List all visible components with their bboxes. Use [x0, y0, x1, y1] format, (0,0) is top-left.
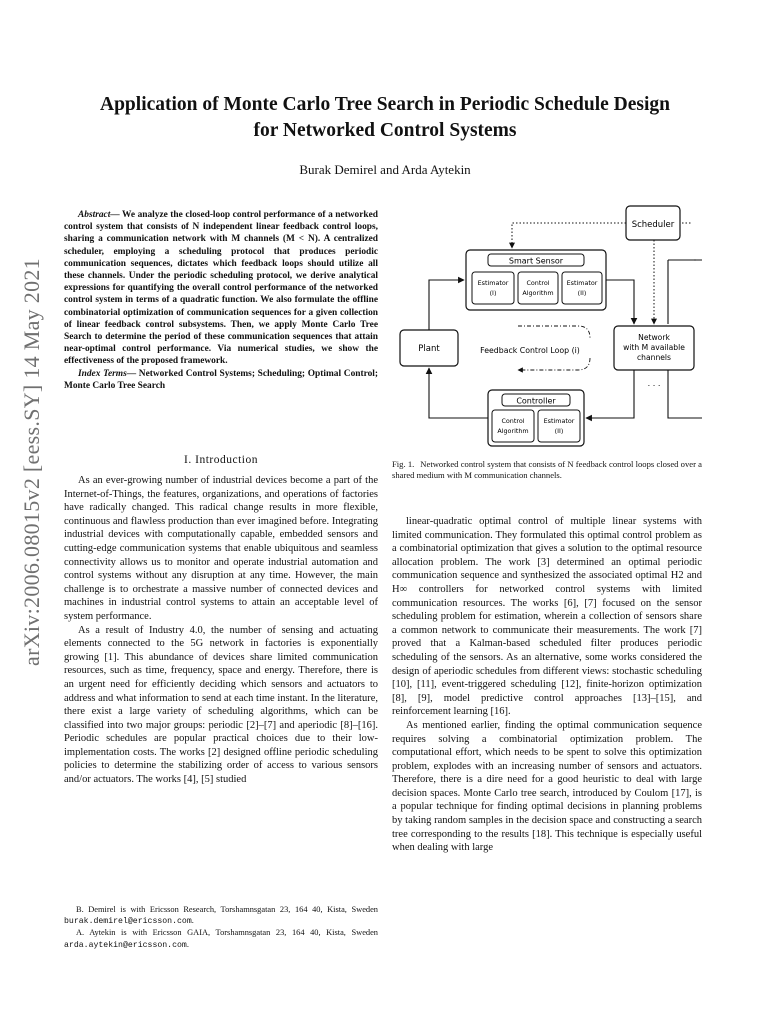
arxiv-stamp-text: arXiv:2006.08015v2 [eess.SY] 14 May 2021 — [19, 258, 44, 666]
right-paragraph-1: linear-quadratic optimal control of multiple linear systems with limited communication. They formulated this optimal control problem as a combinatorial optimization that gives a solution to the optimal resource allocation problem. The work [3] determined an optimal periodic communication sequence and synthesized the associated optimal H2 and H∞ controllers for networked control systems with limited communication resources. The works [6], [7] focused on the sensor scheduling problem for estimation, wherein a collection of sensors share a common network to communicate their measurements. The work [7] proved that a Kalman-based scheduled filter produces periodic scheduling of the sensors. As an alternative, some works considered the design of aperiodic schedules from different views: stochastic scheduling [10], [11], event-triggered scheduling [12], finite-horizon optimization [8], [9], model predictive control approaches [13]–[15], and reinforcement learning [16]. — [392, 516, 702, 718]
title-line-2: for Networked Control Systems — [253, 120, 517, 141]
scheduler-block — [626, 206, 680, 240]
plant-label: Plant — [418, 344, 440, 354]
estimator-1-label-l2: (I) — [489, 289, 497, 297]
figure-1-caption — [392, 459, 702, 482]
control-algorithm-2-l1: Control — [501, 417, 525, 425]
arxiv-stamp — [0, 0, 64, 1024]
network-label-l1: Network — [638, 333, 670, 342]
title-line-1: Application of Monte Carlo Tree Search in Periodic Schedule Design — [100, 94, 670, 115]
introduction-text — [64, 474, 378, 787]
figure-caption-label: Fig. 1. — [392, 459, 415, 469]
estimator-2-label-l2: (II) — [577, 289, 587, 297]
footnote-2-email[interactable]: arda.aytekin@ericsson.com — [64, 940, 187, 950]
feedback-loop-label: Feedback Control Loop (i) — [480, 346, 580, 355]
abstract-block — [64, 209, 378, 392]
intro-paragraph-1: As an ever-growing number of industrial devices become a part of the Internet-of-Things, the features, organizations, and operations of factories have radically changed. This radical change results in more flexible, continuous and flawless production than ever imagined before. Integrating industrial devices with computationally capable, embedded sensors and cutting-edge communication systems that enable ubiquitous and seamless connectivity allows us to monitor and operate industrial automation and control systems without any disruption at any time. However, the main challenge is to orchestrate a massive number of connected devices and machines in industrial control systems to attain an acceptable level of system performance. — [64, 475, 378, 622]
index-terms-text: — Networked Control Systems; Scheduling; Optimal Control; Monte Carlo Tree Search — [64, 368, 378, 391]
network-label-l2: with M available — [623, 343, 685, 352]
smart-sensor-label: Smart Sensor — [508, 256, 564, 266]
network-label-l3: channels — [636, 353, 672, 362]
footnote-1-end: . — [191, 916, 194, 926]
paper-title — [70, 92, 700, 144]
control-algorithm-2-l2: Algorithm — [497, 427, 529, 435]
abstract-label: Abstract — [78, 210, 111, 220]
abstract-text: — We analyze the closed-loop control performance of a networked control system that consists of N independent linear feedback control loops, sharing a communication network with M channels (M < N). A centralized scheduler, employing a scheduling protocol that produces periodic communication sequences, dictates which feedback loops should utilize all these channels. Under the periodic scheduling protocol, we derive analytical expressions for quantifying the overall control performance of the networked control system in terms of a quadratic function. We also formulate the offline combinatorial optimization of communication sequences for a given collection of linear feedback control subsystems. Then, we apply Monte Carlo Tree Search to determine the period of these communication sequences that attain near-optimal control performance. Via numerical studies, we show the effectiveness of the proposed framework. — [64, 210, 378, 367]
footnote-2-end: . — [186, 939, 189, 949]
more-channels-dots: . . . — [647, 379, 661, 388]
footnote-1 — [64, 904, 378, 927]
footnotes — [64, 904, 378, 951]
controller-block — [488, 390, 584, 446]
footnote-1-text: B. Demirel is with Ericsson Research, Torshamnsgatan 23, 164 40, Kista, Sweden — [76, 905, 378, 914]
footnote-2 — [64, 927, 378, 950]
control-algorithm-1-l2: Algorithm — [522, 289, 554, 297]
authors: Burak Demirel and Arda Aytekin — [299, 162, 471, 177]
index-terms — [64, 368, 378, 392]
figure-caption-text: Networked control system that consists of N feedback control loops closed over a shared medium with M communication channels. — [392, 459, 702, 481]
estimator-2-label-l1: Estimator — [566, 279, 598, 287]
index-terms-label: Index Terms — [78, 368, 127, 379]
abstract — [64, 209, 378, 368]
estimator-3-label-l2: (II) — [554, 427, 564, 435]
scheduler-label: Scheduler — [631, 220, 675, 230]
control-algorithm-1-l1: Control — [526, 279, 550, 287]
footnote-2-text: A. Aytekin is with Ericsson GAIA, Torshamnsgatan 23, 164 40, Kista, Sweden — [76, 928, 378, 938]
intro-paragraph-2: As a result of Industry 4.0, the number of sensing and actuating elements connected to the 5G network in factories is exponentially growing [1]. This abundance of devices share limited communication resources, such as time, frequency, space and energy. Therefore, there is an urgent need for efficiently deciding which sensors and actuators to address and what information to send at each time instant. In the literature, there exist a large variety of scheduling algorithms, which can be classified into two major groups: periodic [2]–[7] and aperiodic [8]–[16]. Periodic schedules are popular practical choices due to their low-implementation costs. The works [2] designed offline periodic scheduling policies to determine the stabilizing order of access to various sensors and/or actuators. The works [4], [5] studied — [64, 624, 378, 786]
section-heading-introduction: I. Introduction — [184, 454, 258, 466]
estimator-3-label-l1: Estimator — [543, 417, 575, 425]
estimator-1-label-l1: Estimator — [477, 279, 509, 287]
network-block — [614, 326, 694, 370]
plant-block — [400, 330, 458, 366]
controller-label: Controller — [516, 396, 556, 406]
right-column-text — [392, 515, 702, 855]
smart-sensor-block — [466, 250, 606, 310]
right-paragraph-2: As mentioned earlier, finding the optimal communication sequence requires solving a combinatorial optimization problem. The computational effort, which needs to be spent to solve this optimization problem, explodes with an increasing number of sensors and actuators. Therefore, there is a dire need for a good heuristic to deal with large decision spaces. Monte Carlo tree search, introduced by Coulom [17], is a popular technique for finding optimal decisions in planning problems by taking random samples in the decision space and constructing a search tree corresponding to the results [18]. This technique is especially useful when dealing with large — [392, 719, 702, 854]
figure-1-diagram — [392, 200, 704, 452]
footnote-1-email[interactable]: burak.demirel@ericsson.com — [64, 917, 192, 927]
